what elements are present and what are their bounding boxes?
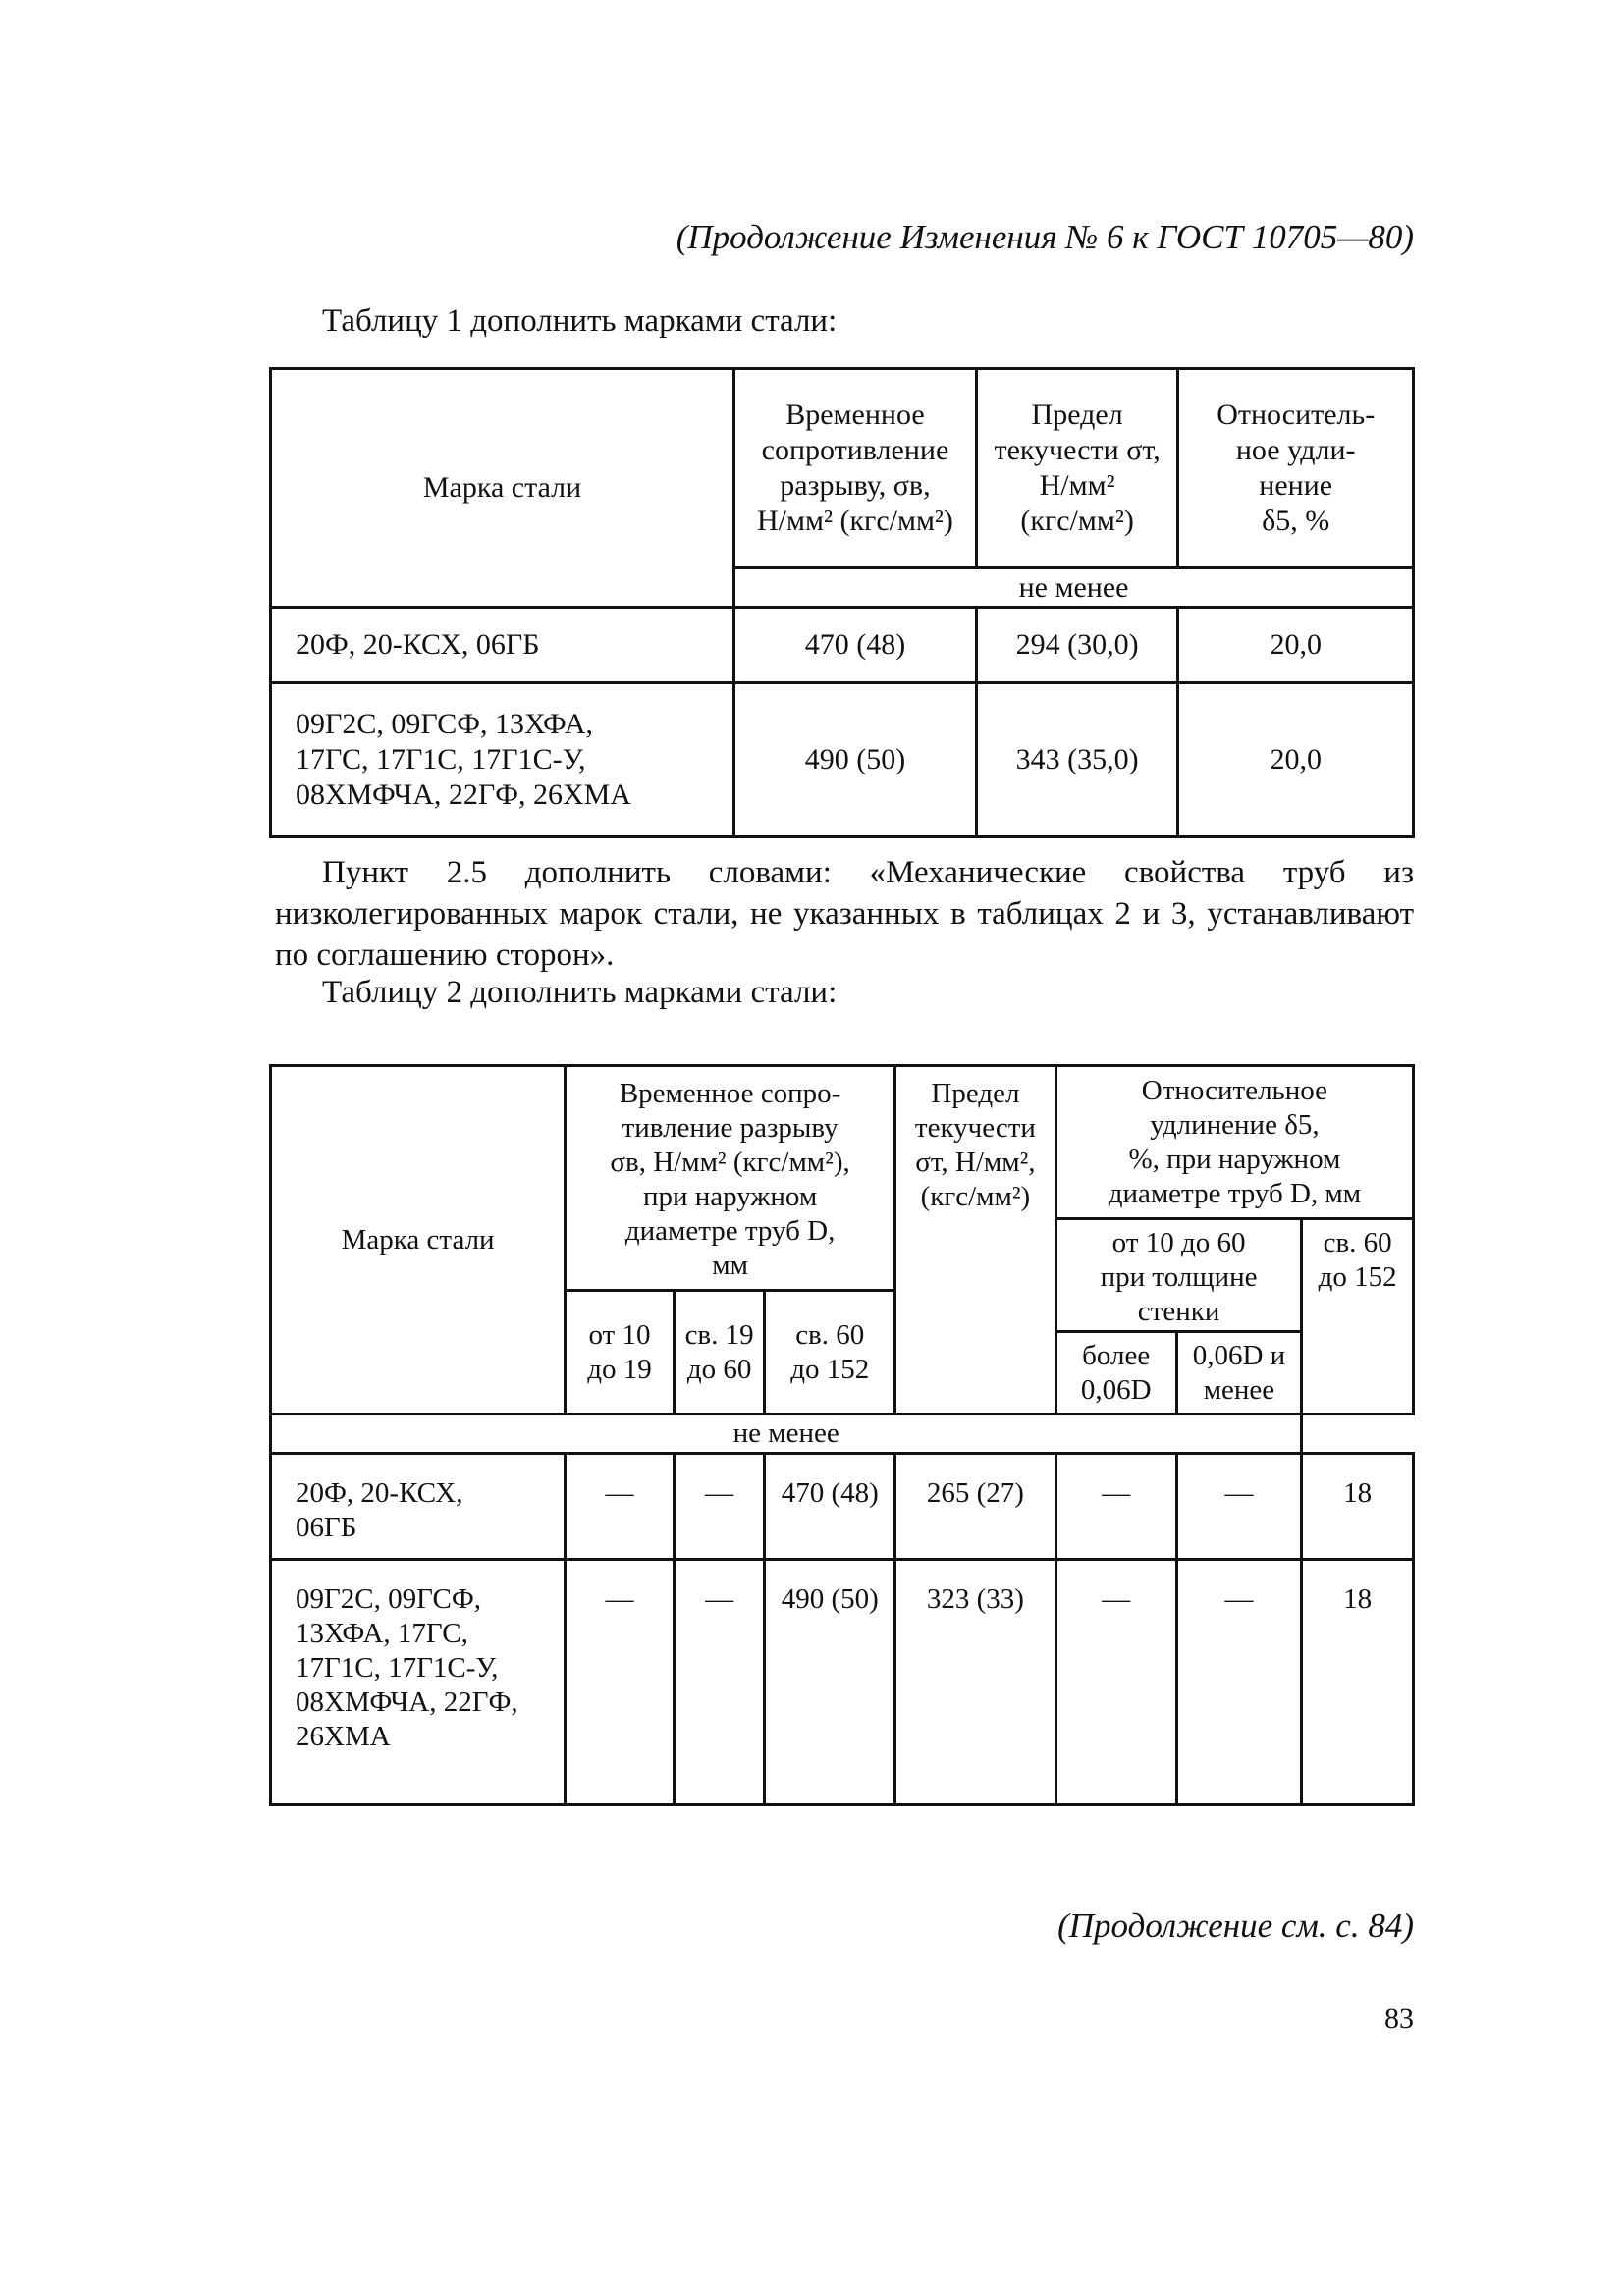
t1-row1-tensile: 470 (48) — [734, 608, 977, 683]
t2-row2-t3: 490 (50) — [765, 1560, 895, 1805]
paragraph-2-5 — [275, 852, 1414, 976]
t1-row1-yield: 294 (30,0) — [976, 608, 1178, 683]
t1-header-elongation: Относитель- ное удли- нение δ5, % — [1178, 369, 1414, 568]
t2-row2-t1: — — [566, 1560, 675, 1805]
t2-row2-e3: 18 — [1302, 1560, 1414, 1805]
t2-header-yield: Предел текучести σт, Н/мм², (кгс/мм²) — [895, 1066, 1056, 1415]
t2-row2-grade: 09Г2С, 09ГСФ, 13ХФА, 17ГС, 17Г1С, 17Г1С-У, 08ХМФЧА, 22ГФ, 26ХМА — [271, 1560, 566, 1805]
t2-header-grade: Марка стали — [271, 1066, 566, 1415]
t2-row1-t3: 470 (48) — [765, 1454, 895, 1560]
page-header: (Продолжение Изменения № 6 к ГОСТ 10705—80) — [676, 218, 1414, 256]
t2-sub-elong-60-152: св. 60 до 152 — [1302, 1219, 1414, 1415]
t1-row2-elongation: 20,0 — [1178, 683, 1414, 837]
table2-intro: Таблицу 2 дополнить марками стали: — [322, 975, 838, 1010]
table-row — [271, 608, 1414, 683]
t1-header-grade: Марка стали — [271, 369, 734, 608]
table1-intro: Таблицу 1 дополнить марками стали: — [322, 303, 838, 339]
page-number: 83 — [1384, 2002, 1414, 2035]
t2-sub-more: более 0,06D — [1055, 1332, 1176, 1415]
table-row — [271, 1454, 1414, 1560]
t1-header-yield: Предел текучести σт, Н/мм² (кгс/мм²) — [976, 369, 1178, 568]
t2-sub-10-19: от 10 до 19 — [566, 1291, 675, 1415]
t2-row2-yield: 323 (33) — [895, 1560, 1056, 1805]
t1-row2-grade: 09Г2С, 09ГСФ, 13ХФА, 17ГС, 17Г1С, 17Г1С-У, 08ХМФЧА, 22ГФ, 26ХМА — [271, 683, 734, 837]
table-1 — [269, 367, 1415, 838]
t2-sub-elong-10-60: от 10 до 60 при толщине стенки — [1055, 1219, 1301, 1332]
t1-header-tensile: Временное сопротивление разрыву, σв, Н/мм² (кгс/мм²) — [734, 369, 977, 568]
t2-row2-t2: — — [674, 1560, 765, 1805]
table-row — [271, 1560, 1414, 1805]
t2-row1-yield: 265 (27) — [895, 1454, 1056, 1560]
t2-sub-less: 0,06D и менее — [1176, 1332, 1302, 1415]
t2-row1-e1: — — [1055, 1454, 1176, 1560]
t1-row1-grade: 20Ф, 20-КСХ, 06ГБ — [271, 608, 734, 683]
t2-sub-60-152: св. 60 до 152 — [765, 1291, 895, 1415]
t2-row1-e2: — — [1176, 1454, 1302, 1560]
t2-header-tensile: Временное сопро- тивление разрыву σв, Н/мм² (кгс/мм²), при наружном диаметре труб D, мм — [566, 1066, 895, 1291]
t2-min-label: не менее — [271, 1415, 1302, 1454]
table-row — [271, 683, 1414, 837]
t1-row1-elongation: 20,0 — [1178, 608, 1414, 683]
t2-row1-t2: — — [674, 1454, 765, 1560]
t2-header-elongation: Относительное удлинение δ5, %, при наружном диаметре труб D, мм — [1055, 1066, 1413, 1219]
t1-row2-tensile: 490 (50) — [734, 683, 977, 837]
t2-row1-t1: — — [566, 1454, 675, 1560]
paragraph-2-5-text: Пункт 2.5 дополнить словами: «Механические свойства труб из низколегированных марок стали, не указанных в таблицах 2 и 3, устанавливают по соглашению сторон». — [275, 855, 1414, 973]
table-2 — [269, 1064, 1415, 1806]
t2-sub-19-60: св. 19 до 60 — [674, 1291, 765, 1415]
t1-row2-yield: 343 (35,0) — [976, 683, 1178, 837]
t2-row1-grade: 20Ф, 20-КСХ, 06ГБ — [271, 1454, 566, 1560]
continuation-note: (Продолжение см. с. 84) — [1057, 1906, 1414, 1945]
t2-row2-e2: — — [1176, 1560, 1302, 1805]
t1-min-label: не менее — [734, 568, 1414, 608]
t2-row1-e3: 18 — [1302, 1454, 1414, 1560]
t2-row2-e1: — — [1055, 1560, 1176, 1805]
